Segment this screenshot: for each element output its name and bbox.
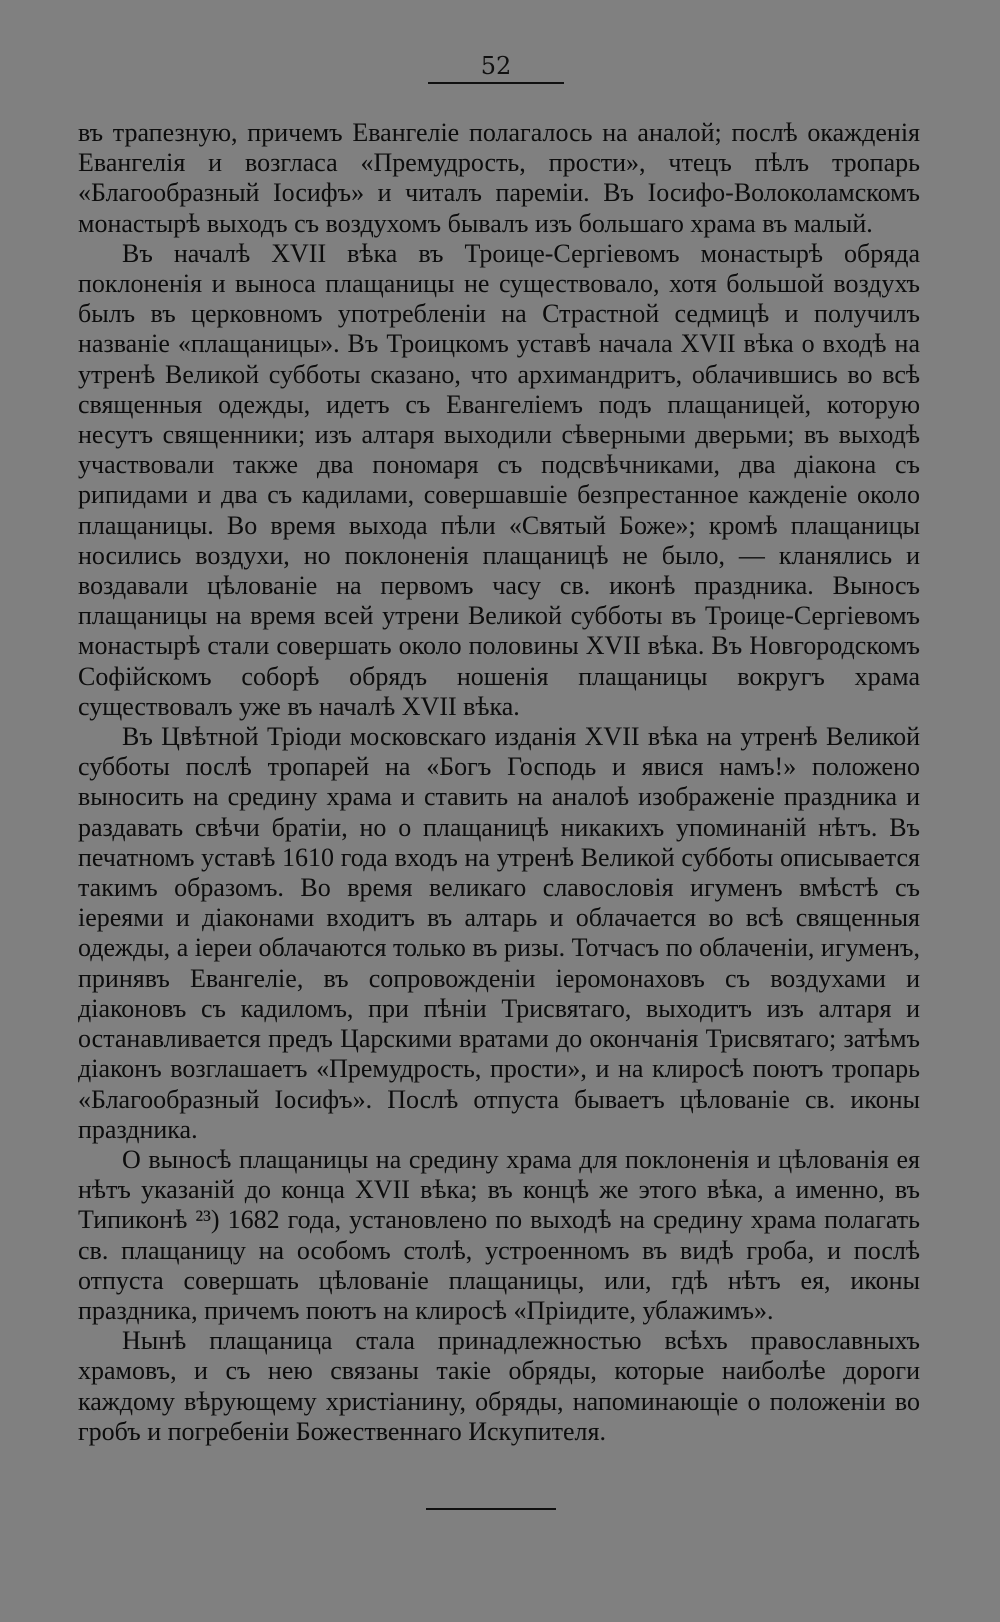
- paragraph: Въ Цвѣтной Тріоди московскаго изданія XVII вѣка на утренѣ Великой субботы послѣ тропарей на «Богъ Господь и явися намъ!» положено выносить на средину храма и ставить на аналоѣ изображеніе праздника и раздавать свѣчи братіи, но о плащаницѣ никакихъ упоминаній нѣтъ. Въ печатномъ уставѣ 1610 года входъ на утренѣ Великой субботы описывается такимъ образомъ. Во время великаго славословія игуменъ вмѣстѣ съ іереями и діаконами входитъ въ алтарь и облачается во всѣ священныя одежды, а іереи облачаются только въ ризы. Тотчасъ по облаченіи, игуменъ, принявъ Евангеліе, въ сопровожденіи іеромонаховъ съ воздухами и діаконовъ съ кадиломъ, при пѣніи Трисвятаго, выходитъ изъ алтаря и останавливается предъ Царскими вратами до окончанія Трисвятаго; затѣмъ діаконъ возглашаетъ «Премудрость, прости», и на клиросѣ поютъ тропарь «Благообразный Іосифъ». Послѣ отпуста бываетъ цѣлованіе св. иконы праздника.: [78, 722, 920, 1144]
- body-text: [78, 118, 920, 1447]
- paragraph-continued: въ трапезную, причемъ Евангеліе полагалось на аналой; послѣ окажденія Евангелія и возгласа «Премудрость, прости», чтецъ пѣлъ тропарь «Благообразный Іосифъ» и читалъ пареміи. Въ Іосифо-Волоколамскомъ монастырѣ выходъ съ воздухомъ бывалъ изъ большаго храма въ малый.: [78, 118, 920, 238]
- paragraph: Въ началѣ XVII вѣка въ Троице-Сергіевомъ монастырѣ обряда поклоненія и выноса плащаницы не существовало, хотя большой воздухъ былъ въ церковномъ употребленіи на Страстной седмицѣ и получилъ названіе «плащаницы». Въ Троицкомъ уставѣ начала XVII вѣка о входѣ на утренѣ Великой субботы сказано, что архимандритъ, облачившись во всѣ священныя одежды, идетъ съ Евангеліемъ подъ плащаницей, которую несутъ священники; изъ алтаря выходили сѣверными дверьми; въ выходѣ участвовали также два пономаря съ подсвѣчниками, два діакона съ рипидами и два съ кадилами, совершавшіе безпрестанное кажденіе около плащаницы. Во время выхода пѣли «Святый Боже»; кромѣ плащаницы носились воздухи, но поклоненія плащаницѣ не было, — кланялись и воздавали цѣлованіе на первомъ часу св. иконѣ праздника. Выносъ плащаницы на время всей утрени Великой субботы въ Троице-Сергіевомъ монастырѣ стали совершать около половины XVII вѣка. Въ Новгородскомъ Софійскомъ соборѣ обрядъ ношенія плащаницы вокругъ храма существовалъ уже въ началѣ XVII вѣка.: [78, 238, 920, 721]
- page-header: [428, 52, 564, 84]
- paragraph: О выносѣ плащаницы на средину храма для поклоненія и цѣлованія ея нѣтъ указаній до конца XVII вѣка; въ концѣ же этого вѣка, а именно, въ Типиконѣ ²³) 1682 года, установлено по выходѣ на средину храма полагать св. плащаницу на особомъ столѣ, устроенномъ въ видѣ гроба, и послѣ отпуста совершать цѣлованіе плащаницы, или, гдѣ нѣтъ ея, иконы праздника, причемъ поютъ на клиросѣ «Пріидите, ублажимъ».: [78, 1144, 920, 1325]
- paragraph: Нынѣ плащаница стала принадлежностью всѣхъ православныхъ храмовъ, и съ нею связаны такіе обряды, которые наиболѣе дороги каждому вѣрующему христіанину, обряды, напоминающіе о положеніи во гробъ и погребеніи Божественнаго Искупителя.: [78, 1326, 920, 1446]
- end-rule: [426, 1508, 556, 1510]
- page-number: 52: [480, 52, 512, 80]
- header-rule: [428, 82, 564, 84]
